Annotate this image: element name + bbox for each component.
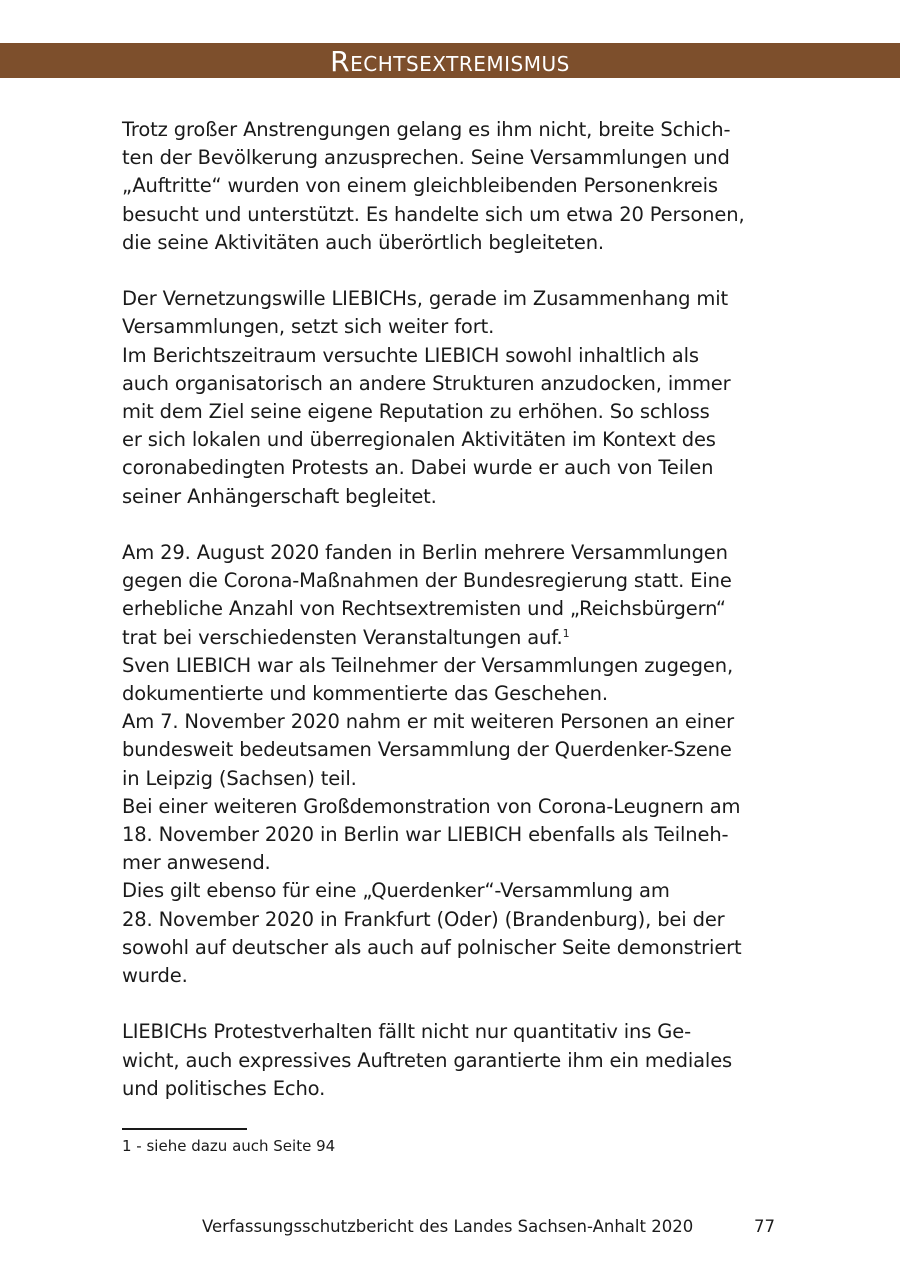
footer-publication-title: Verfassungsschutzbericht des Landes Sachsen-Anhalt 2020 xyxy=(202,1217,694,1236)
text-line: bundesweit bedeutsamen Versammlung der Querdenker-Szene xyxy=(122,738,732,762)
page-section-title: Rechtsextremismus xyxy=(330,45,570,78)
text-line xyxy=(122,624,782,652)
footnote: 1 - siehe dazu auch Seite 94 xyxy=(122,1137,336,1155)
page-number: 77 xyxy=(754,1217,775,1236)
paragraph-1 xyxy=(122,116,782,257)
text-line: die seine Aktivitäten auch überörtlich begleiteten. xyxy=(122,230,604,254)
text-line: 28. November 2020 in Frankfurt (Oder) (Brandenburg), bei der xyxy=(122,907,725,931)
text-line: sowohl auf deutscher als auch auf polnischer Seite demonstriert xyxy=(122,935,742,959)
text-line: Bei einer weiteren Großdemonstration von Corona-Leugnern am xyxy=(122,794,741,818)
text-line: erhebliche Anzahl von Rechtsextremisten und „Reichsbürgern“ xyxy=(122,597,726,621)
text-line: seiner Anhängerschaft begleitet. xyxy=(122,484,437,508)
text-line: coronabedingten Protests an. Dabei wurde er auch von Teilen xyxy=(122,456,714,480)
text-line: besucht und unterstützt. Es handelte sich um etwa 20 Personen, xyxy=(122,202,745,226)
text-line: auch organisatorisch an andere Strukturen anzudocken, immer xyxy=(122,371,731,395)
text-line: Der Vernetzungswille LIEBICHs, gerade im Zusammenhang mit xyxy=(122,287,728,311)
text-line: Am 29. August 2020 fanden in Berlin mehrere Versammlungen xyxy=(122,541,728,565)
text-line: Trotz großer Anstrengungen gelang es ihm nicht, breite Schich- xyxy=(122,118,731,141)
paragraph-4 xyxy=(122,1018,782,1103)
text-line: in Leipzig (Sachsen) teil. xyxy=(122,766,357,790)
text-line: wicht, auch expressives Auftreten garantierte ihm ein mediales xyxy=(122,1048,733,1072)
text-line: und politisches Echo. xyxy=(122,1076,326,1100)
text-line: „Auftritte“ wurden von einem gleichbleibenden Personenkreis xyxy=(122,174,718,198)
paragraph-2 xyxy=(122,285,782,511)
text-line: mit dem Ziel seine eigene Reputation zu erhöhen. So schloss xyxy=(122,400,710,424)
footnote-reference: 1 xyxy=(562,626,570,640)
text-line: Im Berichtszeitraum versuchte LIEBICH sowohl inhaltlich als xyxy=(122,343,699,367)
text-line: ten der Bevölkerung anzusprechen. Seine Versammlungen und xyxy=(122,146,730,170)
text-line: er sich lokalen und überregionalen Aktivitäten im Kontext des xyxy=(122,428,716,452)
paragraph-3 xyxy=(122,539,782,990)
text-line: Versammlungen, setzt sich weiter fort. xyxy=(122,315,495,339)
header-bar xyxy=(0,43,900,78)
body-text xyxy=(122,116,782,1131)
text-line: Sven LIEBICH war als Teilnehmer der Versammlungen zugegen, xyxy=(122,653,734,677)
text-line: LIEBICHs Protestverhalten fällt nicht nur quantitativ ins Ge- xyxy=(122,1020,691,1044)
text-line: Dies gilt ebenso für eine „Querdenker“-Versammlung am xyxy=(122,879,670,903)
text-line: mer anwesend. xyxy=(122,851,271,875)
text-line-content: trat bei verschiedensten Veranstaltungen auf. xyxy=(122,625,563,649)
footnote-divider xyxy=(122,1128,247,1130)
text-line: 18. November 2020 in Berlin war LIEBICH ebenfalls als Teilneh- xyxy=(122,823,729,847)
text-line: dokumentierte und kommentierte das Geschehen. xyxy=(122,682,608,706)
text-line: gegen die Corona-Maßnahmen der Bundesregierung statt. Eine xyxy=(122,569,732,593)
text-line: wurde. xyxy=(122,964,188,988)
text-line: Am 7. November 2020 nahm er mit weiteren Personen an einer xyxy=(122,710,734,734)
